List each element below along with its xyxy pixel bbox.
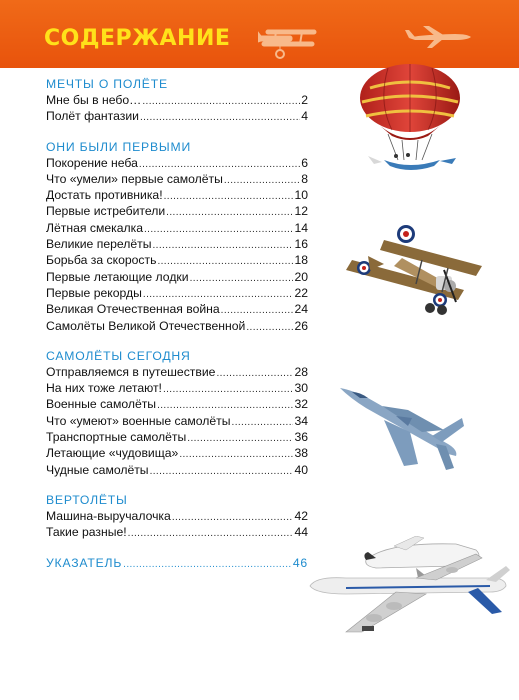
toc-entry[interactable] bbox=[46, 220, 308, 236]
page-number: 18 bbox=[294, 253, 308, 268]
page-number: 30 bbox=[294, 381, 308, 396]
entry-label: Самолёты Великой Отечественной bbox=[46, 318, 246, 333]
page-number: 20 bbox=[294, 269, 308, 284]
jet-silhouette-icon bbox=[405, 22, 473, 52]
index-entry[interactable] bbox=[46, 555, 308, 571]
page-number: 16 bbox=[294, 237, 308, 252]
toc-entry[interactable] bbox=[46, 508, 308, 524]
dot-leader bbox=[190, 271, 294, 287]
page-number: 6 bbox=[301, 155, 308, 170]
page-number: 8 bbox=[301, 171, 308, 186]
entry-label: Машина-выручалочка bbox=[46, 508, 171, 523]
toc-entry[interactable] bbox=[46, 236, 308, 252]
entry-label: Полёт фантазии bbox=[46, 109, 139, 124]
toc-entry[interactable] bbox=[46, 252, 308, 268]
section-title[interactable]: ОНИ БЫЛИ ПЕРВЫМИ bbox=[46, 139, 192, 154]
page-number: 40 bbox=[294, 462, 308, 477]
entry-label: Достать противника! bbox=[46, 188, 163, 203]
table-of-contents bbox=[46, 76, 308, 571]
section-title[interactable]: ВЕРТОЛЁТЫ bbox=[46, 492, 128, 507]
biplane-silhouette-icon bbox=[258, 22, 320, 62]
dot-leader bbox=[123, 557, 292, 573]
dot-leader bbox=[163, 382, 294, 398]
dot-leader bbox=[142, 94, 300, 110]
entry-label: Первые истребители bbox=[46, 204, 166, 219]
page-number: 36 bbox=[294, 430, 308, 445]
toc-entry[interactable] bbox=[46, 429, 308, 445]
page-number: 28 bbox=[294, 364, 308, 379]
entry-label: Такие разные! bbox=[46, 525, 127, 540]
page-number: 12 bbox=[294, 204, 308, 219]
page-number: 42 bbox=[294, 508, 308, 523]
toc-entry[interactable] bbox=[46, 203, 308, 219]
entry-label: Мне бы в небо… bbox=[46, 93, 142, 107]
page-number: 26 bbox=[294, 318, 308, 333]
toc-entry[interactable] bbox=[46, 380, 308, 396]
dot-leader bbox=[224, 173, 300, 189]
toc-entry[interactable] bbox=[46, 445, 308, 461]
fighter-jet-illustration bbox=[338, 380, 466, 472]
dot-leader bbox=[128, 526, 294, 542]
biplane-illustration bbox=[344, 220, 490, 324]
toc-entry[interactable] bbox=[46, 108, 308, 124]
dot-leader bbox=[144, 222, 293, 238]
index-label: УКАЗАТЕЛЬ bbox=[46, 555, 123, 570]
entry-label: Летающие «чудовища» bbox=[46, 446, 179, 461]
entry-label: Покорение неба bbox=[46, 155, 138, 170]
toc-entry[interactable] bbox=[46, 301, 308, 317]
toc-entry[interactable] bbox=[46, 155, 308, 171]
page-number: 2 bbox=[301, 93, 308, 107]
dot-leader bbox=[153, 238, 294, 254]
dot-leader bbox=[150, 464, 294, 480]
toc-entry[interactable] bbox=[46, 171, 308, 187]
entry-label: Первые рекорды bbox=[46, 285, 142, 300]
entry-label: Транспортные самолёты bbox=[46, 430, 187, 445]
page-number: 22 bbox=[294, 285, 308, 300]
toc-entry[interactable] bbox=[46, 364, 308, 380]
toc-entry[interactable] bbox=[46, 396, 308, 412]
page-number: 44 bbox=[294, 525, 308, 540]
dot-leader bbox=[166, 205, 293, 221]
page-number: 38 bbox=[294, 446, 308, 461]
dot-leader bbox=[140, 110, 300, 126]
page-number: 10 bbox=[294, 188, 308, 203]
dot-leader bbox=[232, 415, 294, 431]
entry-label: Великие перелёты bbox=[46, 237, 152, 252]
page-number: 34 bbox=[294, 413, 308, 428]
page-number: 24 bbox=[294, 302, 308, 317]
dot-leader bbox=[164, 189, 294, 205]
toc-entry[interactable] bbox=[46, 187, 308, 203]
entry-label: Что «умели» первые самолёты bbox=[46, 171, 223, 186]
toc-entry[interactable] bbox=[46, 318, 308, 334]
section-title[interactable]: МЕЧТЫ О ПОЛЁТЕ bbox=[46, 77, 168, 91]
entry-label: Великая Отечественная война bbox=[46, 302, 220, 317]
hot-air-balloon-illustration bbox=[348, 62, 476, 184]
entry-label: Отправляемся в путешествие bbox=[46, 364, 216, 379]
toc-entry[interactable] bbox=[46, 413, 308, 429]
entry-label: Чудные самолёты bbox=[46, 462, 149, 477]
toc-entry[interactable] bbox=[46, 92, 308, 108]
page-title: СОДЕРЖАНИЕ bbox=[44, 26, 231, 51]
header-bar bbox=[0, 0, 519, 68]
entry-label: Что «умеют» военные самолёты bbox=[46, 413, 231, 428]
toc-entry[interactable] bbox=[46, 524, 308, 540]
dot-leader bbox=[179, 447, 293, 463]
index-page: 46 bbox=[292, 555, 308, 570]
entry-label: Военные самолёты bbox=[46, 397, 157, 412]
toc-entry[interactable] bbox=[46, 285, 308, 301]
toc-entry[interactable] bbox=[46, 269, 308, 285]
entry-label: Лётная смекалка bbox=[46, 220, 143, 235]
toc-entry[interactable] bbox=[46, 462, 308, 478]
airliner-with-shuttle-illustration bbox=[306, 536, 510, 646]
dot-leader bbox=[187, 431, 293, 447]
dot-leader bbox=[246, 320, 293, 336]
page-number: 4 bbox=[301, 109, 308, 124]
dot-leader bbox=[216, 366, 293, 382]
entry-label: На них тоже летают! bbox=[46, 381, 162, 396]
entry-label: Первые летающие лодки bbox=[46, 269, 189, 284]
dot-leader bbox=[172, 510, 294, 526]
page-number: 14 bbox=[294, 220, 308, 235]
page-number: 32 bbox=[294, 397, 308, 412]
section-title[interactable]: САМОЛЁТЫ СЕГОДНЯ bbox=[46, 348, 191, 363]
entry-label: Борьба за скорость bbox=[46, 253, 157, 268]
